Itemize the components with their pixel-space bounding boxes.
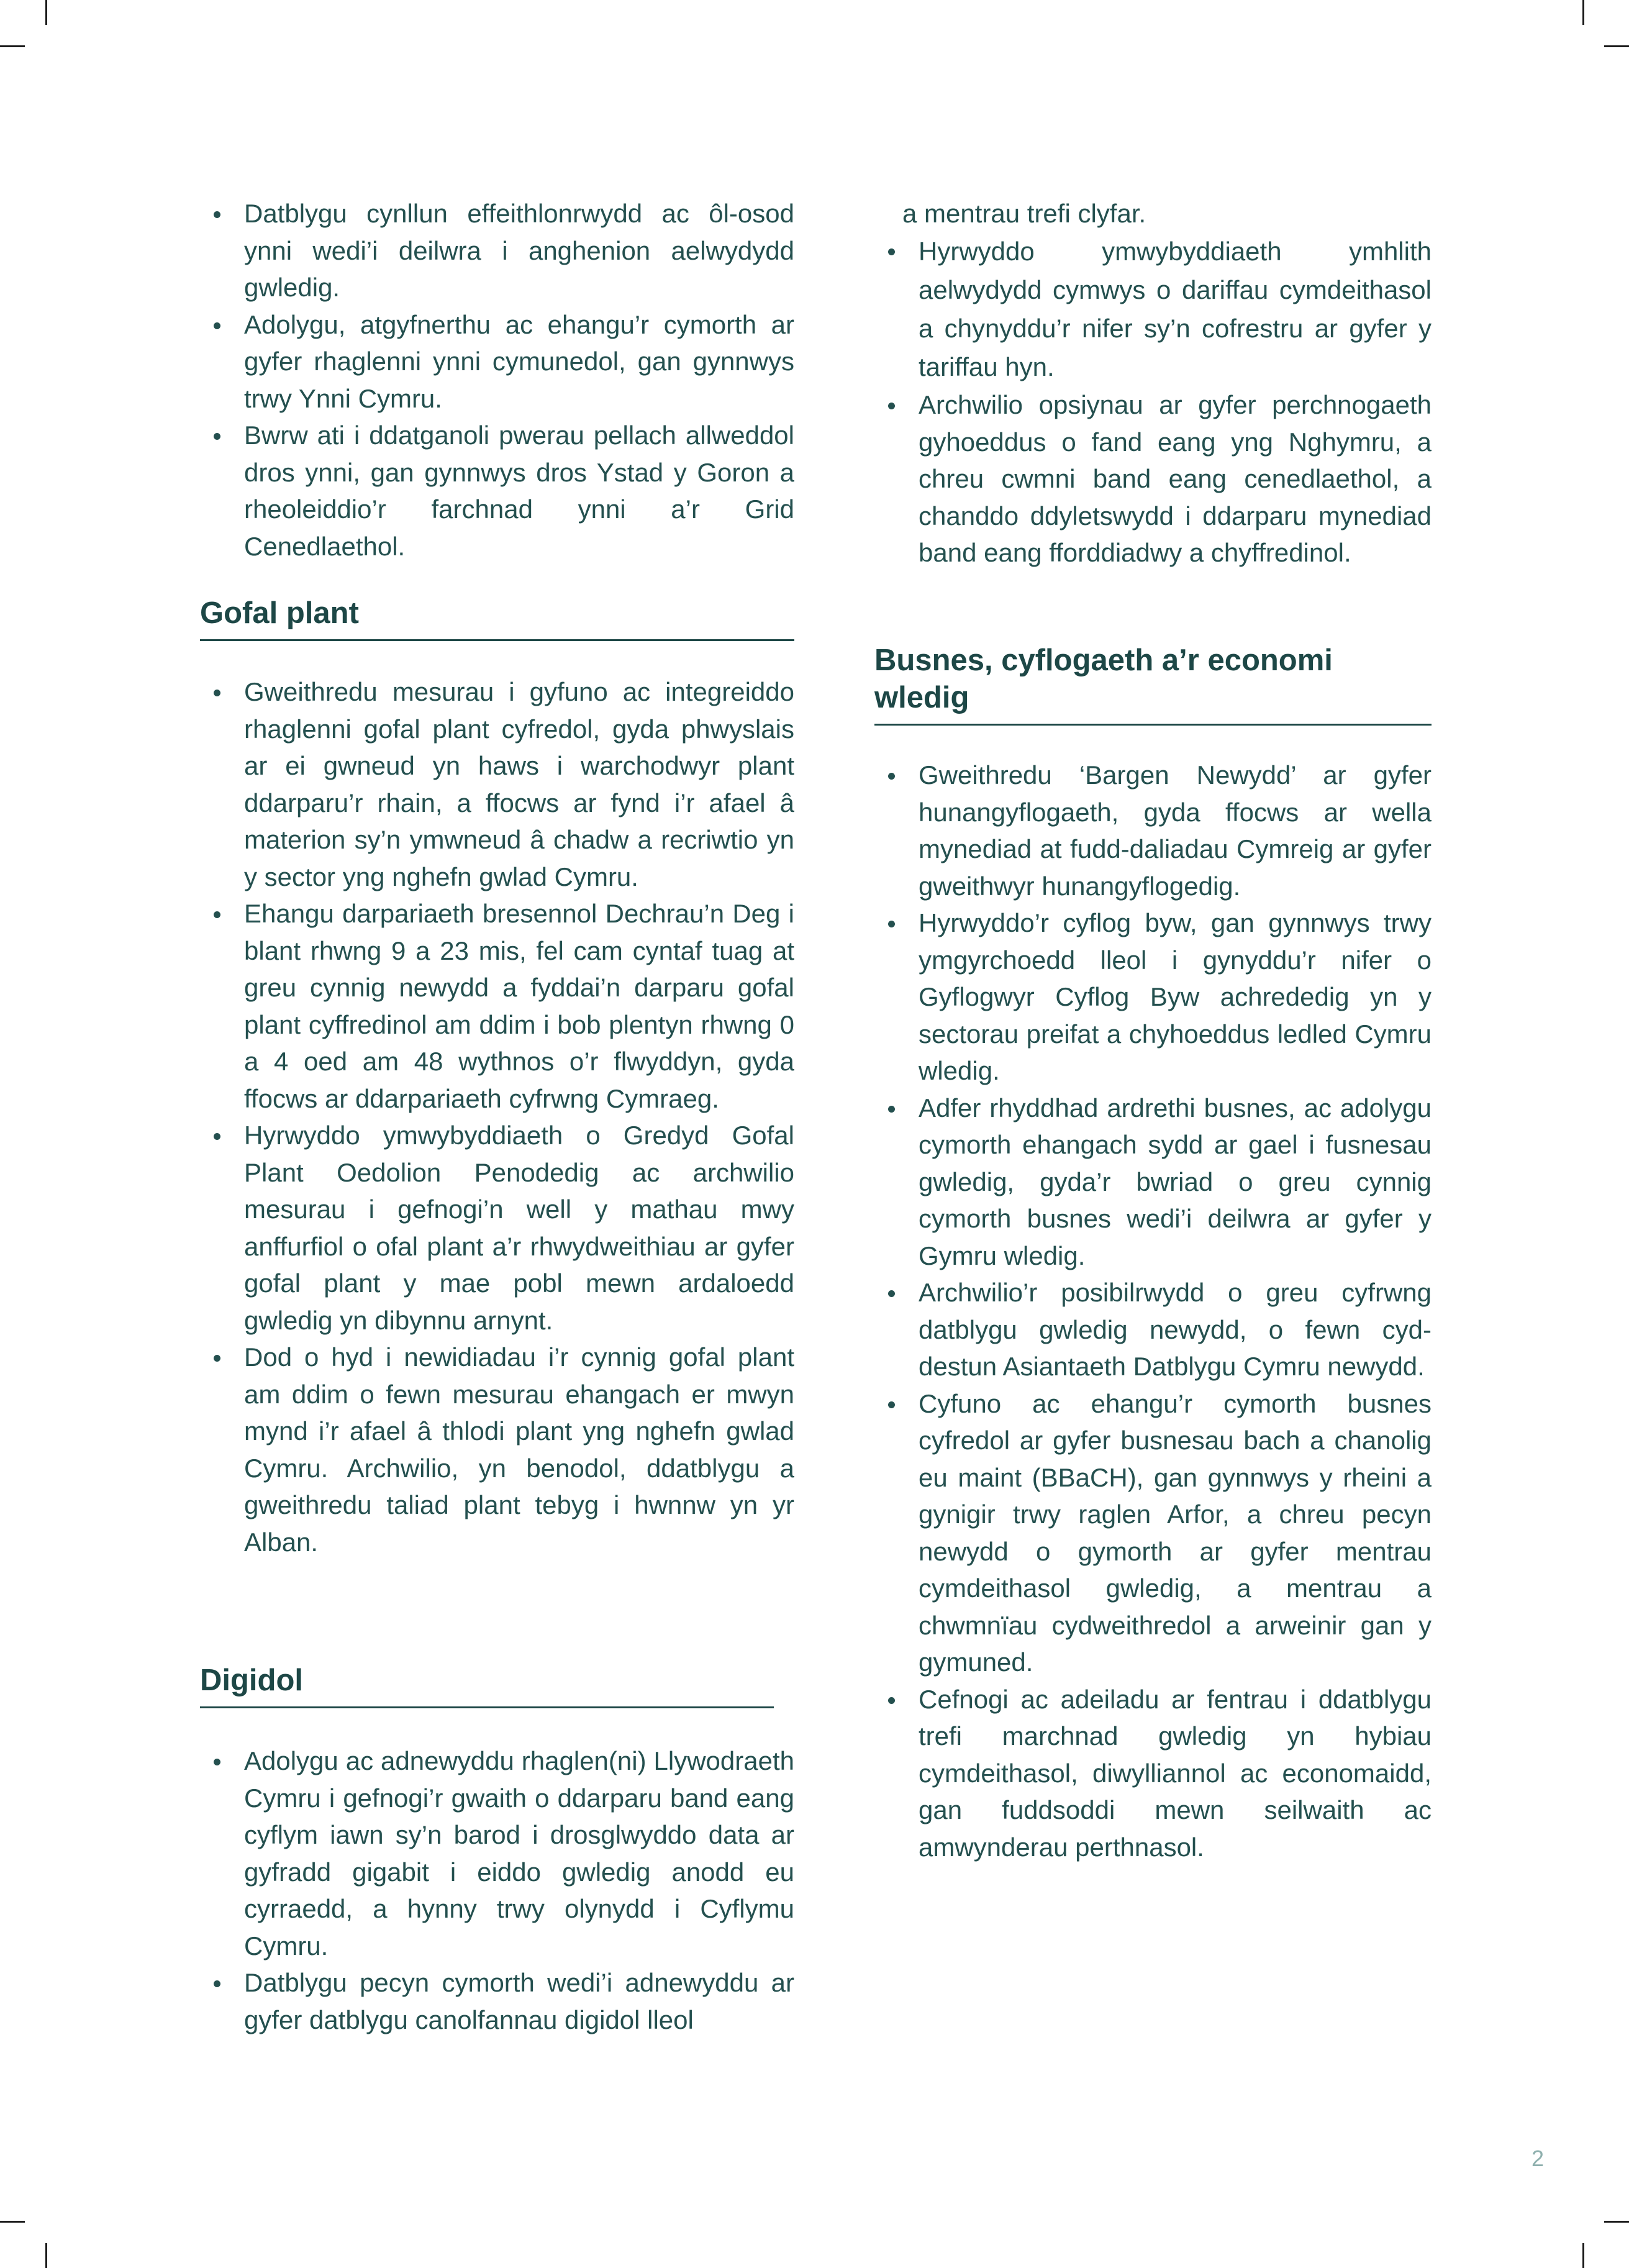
business-list <box>874 757 1432 1865</box>
list-item: Cyfuno ac ehangu’r cymorth busnes cyfredol ar gyfer busnesau bach a chanolig eu maint (BBaCH), gan gynnwys y rheini a gynigir trwy raglen Arfor, a chreu pecyn newydd o gymorth ar gyfer mentrau cymdeithasol gwledig, a mentrau a chwmnïau cydweithredol a arweinir gan y gymuned. <box>874 1385 1432 1681</box>
list-item: Gweithredu mesurau i gyfuno ac integreiddo rhaglenni gofal plant cyfredol, gyda phwyslais ar ei gwneud yn haws i warchodwyr plant ddarparu’r rhain, a ffocws ar fynd i’r afael â materion sy’n ymwneud â chadw a recriwtio yn y sector yng nghefn gwlad Cymru. <box>200 673 794 895</box>
section-heading-digidol: Digidol <box>200 1662 774 1708</box>
crop-mark <box>1582 2243 1584 2268</box>
heading-line: Busnes, cyflogaeth a’r economi <box>874 644 1333 677</box>
crop-mark <box>1582 0 1584 25</box>
heading-line: wledig <box>874 681 969 714</box>
list-item: Hyrwyddo’r cyflog byw, gan gynnwys trwy ymgyrchoedd lleol i gynyddu’r nifer o Gyflogwyr Cyflog Byw achrededig yn y sectorau preifat a chyhoeddus ledled Cymru wledig. <box>874 904 1432 1090</box>
list-item: Dod o hyd i newidiadau i’r cynnig gofal plant am ddim o fewn mesurau ehangach er mwyn mynd i’r afael â thlodi plant yng nghefn gwlad Cymru. Archwilio, yn benodol, ddatblygu a gweithredu taliad plant tebyg i hwnnw yn yr Alban. <box>200 1339 794 1560</box>
crop-mark <box>1604 2221 1629 2223</box>
list-item: Archwilio opsiynau ar gyfer perchnogaeth gyhoeddus o fand eang yng Nghymru, a chreu cwmni band eang cenedlaethol, a chanddo ddyletswydd i ddarparu mynediad band eang fforddiadwy a chyffredinol. <box>874 386 1432 572</box>
list-item: Adfer rhyddhad ardrethi busnes, ac adolygu cymorth ehangach sydd ar gael i fusnesau gwledig, gyda’r bwriad o greu cynnig cymorth busnes wedi’i deilwra ar gyfer y Gymru wledig. <box>874 1090 1432 1275</box>
section-heading-gofal-plant: Gofal plant <box>200 594 794 641</box>
list-item: Gweithredu ‘Bargen Newydd’ ar gyfer hunangyflogaeth, gyda ffocws ar wella mynediad at fudd-daliadau Cymreig ar gyfer gweithwyr hunangyflogedig. <box>874 757 1432 904</box>
childcare-list <box>200 673 794 1560</box>
crop-mark <box>1604 45 1629 47</box>
list-item: Ehangu darpariaeth bresennol Dechrau’n Deg i blant rhwng 9 a 23 mis, fel cam cyntaf tuag at greu cynnig newydd a fyddai’n darparu gofal plant cyffredinol am ddim i bob plentyn rhwng 0 a 4 oed am 48 wythnos o’r flwyddyn, gyda ffocws ar ddarpariaeth cyfrwng Cymraeg. <box>200 895 794 1117</box>
crop-mark <box>0 45 25 47</box>
list-item: Hyrwyddo ymwybyddiaeth ymhlith aelwydydd cymwys o dariffau cymdeithasol a chynyddu’r nifer sy’n cofrestru ar gyfer y tariffau hyn. <box>874 232 1432 386</box>
list-item: Bwrw ati i ddatganoli pwerau pellach allweddol dros ynni, gan gynnwys dros Ystad y Goron a rheoleiddio’r farchnad ynni a’r Grid Cenedlaethol. <box>200 417 794 565</box>
list-item: Hyrwyddo ymwybyddiaeth o Gredyd Gofal Plant Oedolion Penodedig ac archwilio mesurau i gefnogi’n well y mathau mwy anffurfiol o ofal plant a’r rhwydweithiau ar gyfer gofal plant y mae pobl mewn ardaloedd gwledig yn dibynnu arnynt. <box>200 1117 794 1339</box>
list-item: Archwilio’r posibilrwydd o greu cyfrwng datblygu gwledig newydd, o fewn cyd-destun Asiantaeth Datblygu Cymru newydd. <box>874 1274 1432 1385</box>
section-heading-busnes <box>874 642 1432 726</box>
list-item: Datblygu pecyn cymorth wedi’i adnewyddu ar gyfer datblygu canolfannau digidol lleol <box>200 1964 794 2038</box>
page-number: 2 <box>1531 2146 1545 2171</box>
continued-text: a mentrau trefi clyfar. <box>902 199 1146 228</box>
list-item: Cefnogi ac adeiladu ar fentrau i ddatblygu trefi marchnad gwledig yn hybiau cymdeithasol, diwylliannol ac economaidd, gan fuddsoddi mewn seilwaith ac amwynderau perthnasol. <box>874 1681 1432 1866</box>
crop-mark <box>45 0 47 25</box>
crop-mark <box>0 2221 25 2223</box>
crop-mark <box>45 2243 47 2268</box>
list-item: Adolygu ac adnewyddu rhaglen(ni) Llywodraeth Cymru i gefnogi’r gwaith o ddarparu band eang cyflym iawn sy’n barod i drosglwyddo data ar gyfradd gigabit i eiddo gwledig anodd eu cyrraedd, a hynny trwy olynydd i Cyflymu Cymru. <box>200 1742 794 1964</box>
digital-list <box>200 1742 794 2038</box>
list-item: Datblygu cynllun effeithlonrwydd ac ôl-osod ynni wedi’i deilwra i anghenion aelwydydd gwledig. <box>200 195 794 306</box>
list-item: Adolygu, atgyfnerthu ac ehangu’r cymorth ar gyfer rhaglenni ynni cymunedol, gan gynnwys trwy Ynni Cymru. <box>200 306 794 417</box>
energy-list <box>200 195 794 565</box>
digital-list-continued <box>874 232 1432 572</box>
